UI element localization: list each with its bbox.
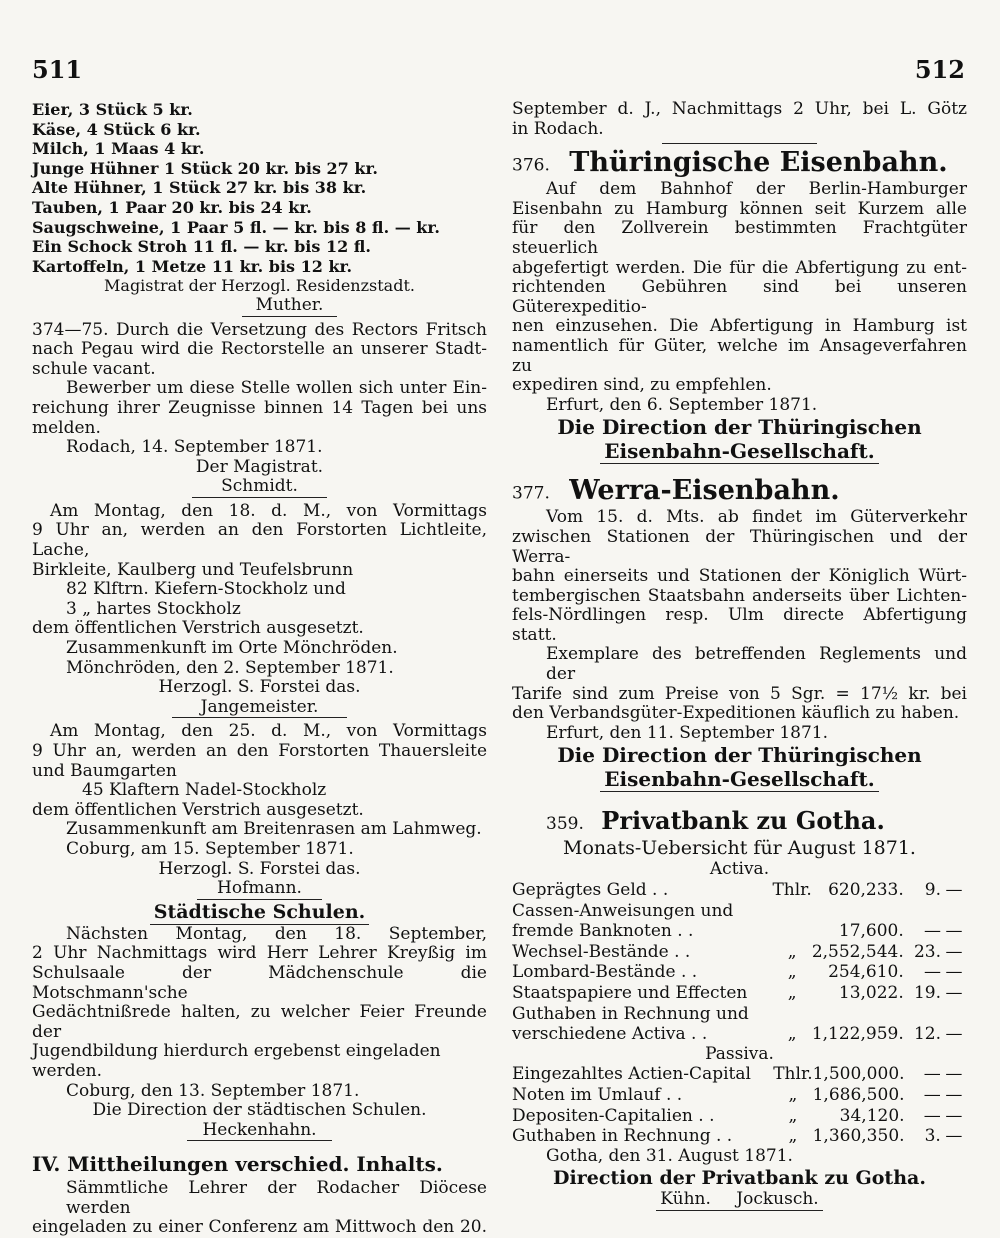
row-amount <box>812 901 910 922</box>
row-amount: 34,120. <box>839 1105 905 1126</box>
row-currency <box>772 921 811 942</box>
schools-line: Jugendbildung hierdurch ergebenst eingeladen werden. <box>32 1041 441 1081</box>
notice-377-place: Erfurt, den 11. September 1871. <box>546 722 829 743</box>
notice-359-place: Gotha, den 31. August 1871. <box>546 1145 793 1166</box>
price-line: Eier, 3 Stück 5 kr. <box>32 100 193 119</box>
forest2-line: dem öffentlichen Verstrich ausgesetzt. <box>32 799 364 820</box>
schools-signer: Heckenhahn. <box>187 1121 332 1142</box>
table-row <box>512 921 967 942</box>
forest1-item: 3 „ hartes Stockholz <box>66 598 241 619</box>
table-row <box>512 1004 967 1025</box>
forest2-place: Coburg, am 15. September 1871. <box>66 838 354 859</box>
forest1-place: Mönchröden, den 2. September 1871. <box>66 657 394 678</box>
schools-line: Nächsten Montag, den 18. September, <box>66 923 487 944</box>
table-row <box>512 880 967 901</box>
section-iv-heading: IV. Mittheilungen verschied. Inhalts. <box>32 1152 443 1177</box>
passiva-label: Passiva. <box>705 1043 774 1064</box>
page-number-right: 512 <box>914 55 965 84</box>
notice-374-line: 374—75. Durch die Versetzung des Rectors Fritsch <box>32 319 487 340</box>
notice-376-line: Eisenbahn zu Hamburg können seit Kurzem alle <box>512 198 967 219</box>
price-line: Junge Hühner 1 Stück 20 kr. bis 27 kr. <box>32 158 378 178</box>
row-pfennig: — <box>945 1084 963 1105</box>
table-row <box>512 942 967 963</box>
forest2-line: 9 Uhr an, werden an den Forstorten Thauersleite <box>32 741 487 761</box>
row-label: Eingezahltes Actien-Capital <box>512 1064 751 1085</box>
row-groschen: — <box>924 962 941 983</box>
row-amount: 1,500,000. <box>812 1064 905 1085</box>
row-label: Cassen-Anweisungen und <box>512 900 734 921</box>
forest2-signature: Herzogl. S. Forstei das. <box>158 858 361 879</box>
row-groschen: — <box>923 1064 941 1085</box>
forest1-line: Birkleite, Kaulberg und Teufelsbrunn <box>32 559 354 580</box>
row-pfennig: — <box>945 921 963 942</box>
notice-377-signature: Eisenbahn-Gesellschaft. <box>512 767 967 792</box>
row-groschen: 19. <box>913 983 941 1003</box>
forest1-item: 82 Klftrn. Kiefern-Stockholz und <box>66 579 346 600</box>
notice-359-heading: Privatbank zu Gotha. <box>601 806 885 836</box>
schools-signature: Die Direction der städtischen Schulen. <box>92 1100 427 1121</box>
forest1-line: dem öffentlichen Verstrich ausgesetzt. <box>32 618 364 639</box>
schools-line: Schulsaale der Mädchenschule die Motschmann'sche <box>32 962 487 1003</box>
notice-374-signer: Schmidt. <box>192 477 327 498</box>
notice-376-heading: Thüringische Eisenbahn. <box>569 147 948 179</box>
row-currency: „ <box>788 1084 798 1105</box>
notice-374-number: 374—75. <box>32 319 109 340</box>
notice-376-heading-row <box>512 146 967 180</box>
notice-376-line: nen einzusehen. Die Abfertigung in Hamburg ist <box>512 316 967 337</box>
forest2-line: Am Montag, den 25. d. M., von Vormittags <box>50 721 487 742</box>
row-groschen: 23. <box>913 941 941 962</box>
row-currency: „ <box>787 962 797 983</box>
row-groschen <box>910 1004 941 1025</box>
schools-line: 2 Uhr Nachmittags wird Herr Lehrer Kreyßig im <box>32 943 487 964</box>
notice-376-line: für den Zollverein bestimmten Frachtgüter steuerlich <box>512 218 967 258</box>
row-amount: 1,360,350. <box>812 1126 905 1147</box>
price-line: Tauben, 1 Paar 20 kr. bis 24 kr. <box>32 197 312 217</box>
notice-377-signature: Die Direction der Thüringischen <box>557 743 922 768</box>
notice-376-signature: Die Direction der Thüringischen <box>557 415 922 440</box>
price-line: Kartoffeln, 1 Metze 11 kr. bis 12 kr. <box>32 256 353 276</box>
row-label: Staatspapiere und Effecten <box>512 983 748 1003</box>
price-line: Alte Hühner, 1 Stück 27 kr. bis 38 kr. <box>32 178 367 198</box>
table-row <box>512 1106 967 1127</box>
notice-359-heading-row <box>512 806 967 836</box>
row-amount <box>812 1004 910 1025</box>
price-line: Ein Schock Stroh 11 fl. — kr. bis 12 fl. <box>32 237 371 257</box>
row-groschen: — <box>924 921 941 942</box>
row-currency <box>772 1004 811 1025</box>
forest2-line: und Baumgarten <box>32 760 177 781</box>
row-label: Geprägtes Geld . . <box>512 880 669 901</box>
row-pfennig: — <box>945 1126 963 1147</box>
notice-374-line: schule vacant. <box>32 358 156 379</box>
row-currency <box>772 901 811 922</box>
row-pfennig: — <box>945 941 963 962</box>
forest1-meeting: Zusammenkunft im Orte Mönchröden. <box>66 638 398 659</box>
row-label: Wechsel-Bestände . . <box>512 941 691 962</box>
row-currency: „ <box>787 983 797 1003</box>
notice-374-line: melden. <box>32 417 101 438</box>
price-line: Saugschweine, 1 Paar 5 fl. — kr. bis 8 fl. — kr. <box>32 217 440 237</box>
activa-table <box>512 880 967 1045</box>
table-row <box>512 1085 967 1106</box>
row-amount: 254,610. <box>828 962 904 983</box>
notice-377-line: Vom 15. d. Mts. ab findet im Güterverkehr <box>546 507 967 528</box>
price-line: Milch, 1 Maas 4 kr. <box>32 139 205 159</box>
table-row <box>512 1064 967 1085</box>
notice-376-line: richtenden Gebühren sind bei unseren Güterexpeditio- <box>512 277 967 317</box>
row-label: Guthaben in Rechnung . . <box>512 1126 733 1147</box>
notice-376-place: Erfurt, den 6. September 1871. <box>546 394 818 415</box>
forest2-meeting: Zusammenkunft am Breitenrasen am Lahmweg. <box>66 819 482 840</box>
row-amount: 13,022. <box>838 983 904 1003</box>
right-column <box>512 100 967 1211</box>
row-groschen: 12. <box>913 1024 941 1045</box>
notice-374-place: Rodach, 14. September 1871. <box>66 437 323 458</box>
notice-374-line: reichung ihrer Zeugnisse binnen 14 Tagen bei uns <box>32 397 487 418</box>
continuation-line: in Rodach. <box>512 118 604 139</box>
row-pfennig: — <box>945 1064 963 1085</box>
continuation-line: September d. J., Nachmittags 2 Uhr, bei L. Götz <box>512 99 967 119</box>
market-price-list <box>32 100 487 276</box>
row-pfennig: — <box>945 983 963 1003</box>
notice-374-signature: Der Magistrat. <box>195 456 324 477</box>
table-row <box>512 1024 967 1045</box>
row-label: Depositen-Capitalien . . <box>512 1105 715 1126</box>
notice-377-line: Exemplare des betreffenden Reglements und der <box>546 644 967 685</box>
prices-signature: Magistrat der Herzogl. Residenzstadt. <box>104 276 415 296</box>
schools-place: Coburg, den 13. September 1871. <box>66 1080 360 1101</box>
row-groschen: — <box>923 1084 941 1105</box>
row-label: Guthaben in Rechnung und <box>512 1003 749 1024</box>
forest1-line: 9 Uhr an, werden an den Forstorten Lichtleite, Lache, <box>32 520 487 561</box>
row-pfennig <box>941 1004 967 1025</box>
notice-359-signature: Direction der Privatbank zu Gotha. <box>553 1167 926 1190</box>
notice-374-line: nach Pegau wird die Rectorstelle an unserer Stadt- <box>32 339 487 360</box>
notice-377-line: Tarife sind zum Preise von 5 Sgr. = 17½ kr. bei <box>512 683 967 704</box>
row-currency: „ <box>787 1024 797 1045</box>
notice-377-line: statt. <box>512 624 557 645</box>
row-amount: 1,686,500. <box>812 1084 905 1105</box>
row-groschen: 3. <box>924 1126 941 1147</box>
notice-359-number: 359. <box>546 814 584 835</box>
row-pfennig: — <box>945 1105 963 1126</box>
notice-374-line: Bewerber um diese Stelle wollen sich unter Ein- <box>66 378 487 399</box>
conference-line: Sämmtliche Lehrer der Rodacher Diöcese werden <box>66 1178 487 1218</box>
divider <box>662 143 817 144</box>
row-amount: 620,233. <box>828 880 904 901</box>
notice-377-number: 377. <box>512 484 550 505</box>
conference-line: eingeladen zu einer Conferenz am Mittwoch den 20. <box>32 1217 487 1238</box>
table-row <box>512 901 967 922</box>
row-amount: 2,552,544. <box>811 941 904 962</box>
schools-heading: Städtische Schulen. <box>32 900 487 925</box>
forest2-signer: Hofmann. <box>197 879 322 900</box>
notice-377-line: den Verbandsgüter-Expeditionen käuflich zu haben. <box>512 703 960 724</box>
row-currency: Thlr. <box>773 1064 813 1085</box>
table-row <box>512 1126 967 1147</box>
forest1-signer: Jangemeister. <box>172 698 347 719</box>
row-amount: 1,122,959. <box>811 1024 904 1045</box>
notice-376-line: namentlich für Güter, welche im Ansageverfahren zu <box>512 335 967 376</box>
row-pfennig: — <box>945 962 963 983</box>
notice-359-subheading: Monats-Uebersicht für August 1871. <box>563 837 916 860</box>
row-pfennig: — <box>945 1024 963 1045</box>
row-groschen: — <box>923 1105 941 1126</box>
passiva-table <box>512 1064 967 1146</box>
row-amount: 17,600. <box>838 921 904 942</box>
schools-line: Gedächtnißrede halten, zu welcher Feier Freunde der <box>32 1002 487 1042</box>
row-currency: „ <box>788 1105 798 1126</box>
notice-377-line: bahn einerseits und Stationen der Königlich Würt- <box>512 566 967 587</box>
notice-377-line: zwischen Stationen der Thüringischen und der Werra- <box>512 526 967 567</box>
notice-377-heading-row <box>512 474 967 508</box>
row-label: fremde Banknoten . . <box>512 921 694 942</box>
left-column <box>32 100 487 1238</box>
table-row <box>512 983 967 1004</box>
row-label: verschiedene Activa . . <box>512 1024 708 1045</box>
row-currency: Thlr. <box>772 880 812 901</box>
forest1-signature: Herzogl. S. Forstei das. <box>158 677 361 698</box>
row-label: Noten im Umlauf . . <box>512 1084 683 1105</box>
row-currency: „ <box>787 941 797 962</box>
prices-signer: Muther. <box>242 296 337 317</box>
forest1-line: Am Montag, den 18. d. M., von Vormittags <box>50 500 487 521</box>
page-number-left: 511 <box>32 55 83 84</box>
price-line: Käse, 4 Stück 6 kr. <box>32 119 201 139</box>
notice-376-line: Auf dem Bahnhof der Berlin-Hamburger <box>546 179 967 200</box>
notice-376-line: expediren sind, zu empfehlen. <box>512 375 772 396</box>
notice-377-line: tembergischen Staatsbahn anderseits über Lichten- <box>512 585 967 606</box>
table-row <box>512 962 967 983</box>
notice-359-signers: Kühn. Jockusch. <box>512 1190 967 1211</box>
notice-376-signature: Eisenbahn-Gesellschaft. <box>512 439 967 464</box>
row-currency: „ <box>788 1126 798 1147</box>
notice-377-line: fels-Nördlingen resp. Ulm directe Abfertigung <box>512 605 967 626</box>
notice-377-heading: Werra-Eisenbahn. <box>569 475 840 507</box>
row-groschen: 9. <box>924 880 941 901</box>
row-groschen <box>910 901 941 922</box>
row-label: Lombard-Bestände . . <box>512 962 698 983</box>
activa-label: Activa. <box>709 859 770 880</box>
forest2-item: 45 Klaftern Nadel-Stockholz <box>82 780 327 801</box>
notice-376-line: abgefertigt werden. Die für die Abfertigung zu ent- <box>512 257 967 278</box>
row-pfennig: — <box>945 880 963 901</box>
notice-376-number: 376. <box>512 155 550 176</box>
row-pfennig <box>941 901 967 922</box>
